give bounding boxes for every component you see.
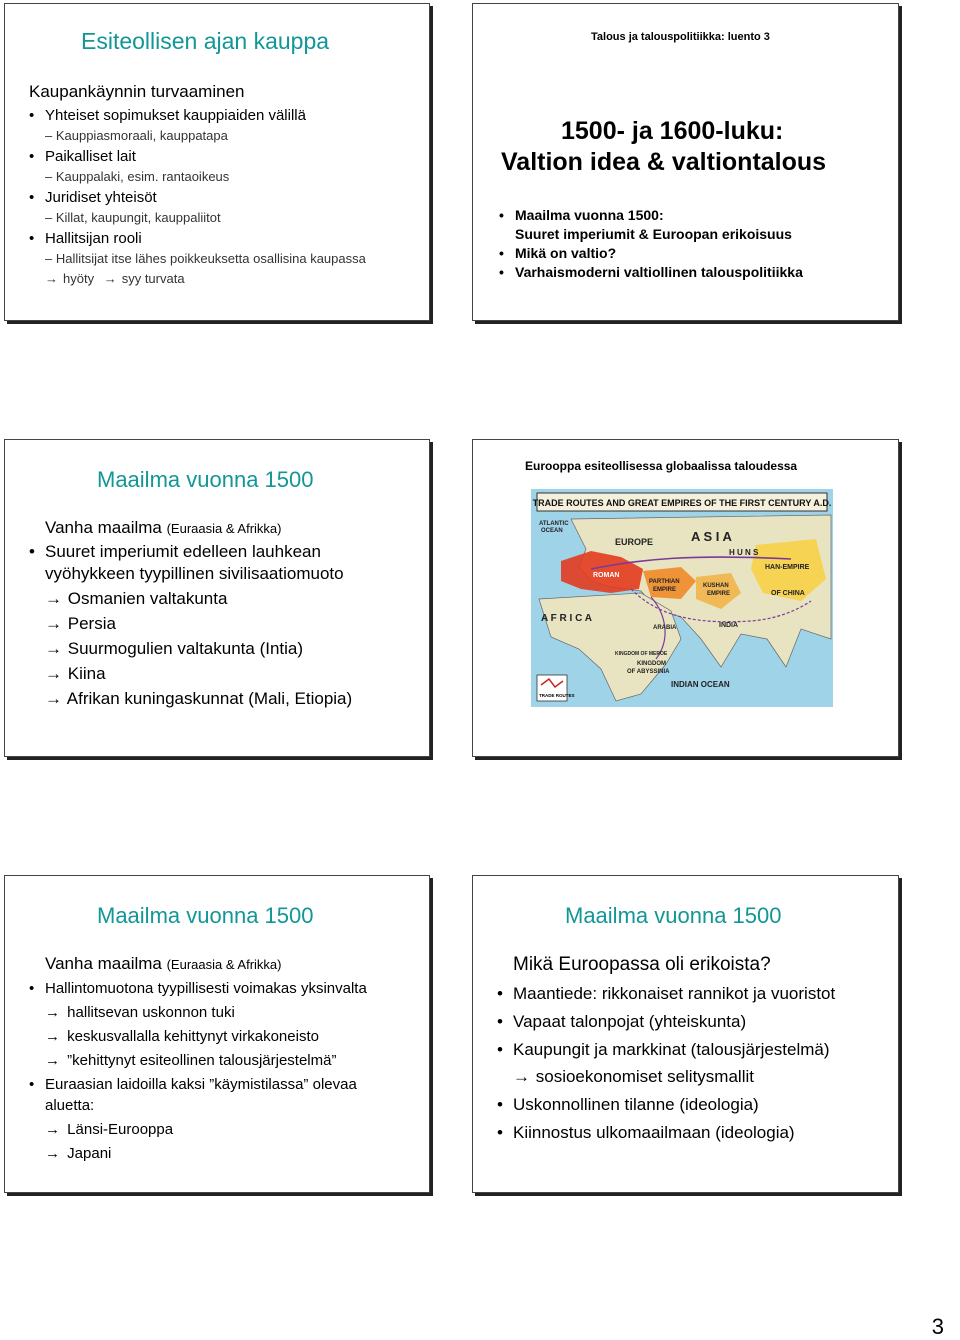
map-label: ARABIA (653, 625, 677, 631)
arrow-icon: → (45, 1004, 60, 1021)
heading-text: Vanha maailma (45, 954, 162, 973)
arrow-icon: → (45, 639, 62, 658)
bullet-item: • Maailma vuonna 1500: (515, 207, 664, 223)
arrow-line (45, 271, 185, 286)
heading-text: Vanha maailma (45, 518, 162, 537)
bullet-item: • Vapaat talonpojat (yhteiskunta) (513, 1012, 746, 1032)
map-label: KUSHAN (703, 583, 729, 589)
map-label: EMPIRE (653, 587, 677, 593)
map-label: INDIA (719, 622, 739, 629)
arrow-item-text: Afrikan kuningaskunnat (Mali, Etiopia) (66, 689, 353, 708)
map-label: A S I A (691, 529, 732, 544)
arrow-icon: → (45, 271, 58, 286)
map-label: EMPIRE (707, 591, 731, 597)
sub-item: – Killat, kaupungit, kauppaliitot (45, 210, 221, 225)
bullet-continuation: Suuret imperiumit & Euroopan erikoisuus (515, 226, 792, 242)
bullet-item: • Hallitsijan rooli (45, 230, 142, 247)
arrow-item (45, 639, 303, 659)
slide-6 (472, 875, 899, 1193)
arrow-item (45, 1004, 235, 1021)
bullet-item: • Varhaismoderni valtiollinen talouspolitiikka (515, 264, 803, 280)
arrow-icon: → (45, 1028, 60, 1045)
slide-2 (472, 3, 899, 321)
slide-5 (4, 875, 430, 1193)
slide-title-line2: Valtion idea & valtiontalous (501, 148, 827, 176)
slide-title: Maailma vuonna 1500 (97, 467, 314, 492)
map-label: INDIAN OCEAN (671, 680, 730, 689)
arrow-icon: → (45, 689, 62, 708)
arrow-item-text: hallitsevan uskonnon tuki (67, 1004, 235, 1021)
page-number: 3 (931, 1314, 944, 1339)
map-label: H U N S (729, 548, 759, 557)
sub-item: – Kauppiasmoraali, kauppatapa (45, 128, 228, 143)
arrow-item (45, 1145, 111, 1162)
bullet-item: • Paikalliset lait (45, 148, 136, 165)
arrow-icon: → (45, 1145, 60, 1162)
arrow-icon: → (513, 1067, 530, 1086)
sub-item: – Hallitsijat itse lähes poikkeuksetta osallisina kaupassa (45, 251, 366, 266)
arrow-icon: → (45, 589, 62, 608)
slide-heading: Kaupankäynnin turvaaminen (29, 82, 245, 101)
map-label: PARTHIAN (649, 579, 680, 585)
slide-title: Eurooppa esiteollisessa globaalissa taloudessa (525, 459, 798, 473)
slide-heading (45, 518, 281, 538)
arrow-item-text: Persia (67, 614, 116, 633)
arrow-icon: → (103, 271, 117, 286)
arrow-item-text: ”kehittynyt esiteollinen talousjärjestelmä” (67, 1052, 337, 1069)
bullet-item: • Juridiset yhteisöt (45, 189, 157, 206)
sub-item: – Kauppalaki, esim. rantaoikeus (45, 169, 230, 184)
bullet-item: • Uskonnollinen tilanne (ideologia) (513, 1095, 759, 1115)
bullet-continuation: vyöhykkeen tyypillinen sivilisaatiomuoto (45, 564, 344, 583)
bullet-item: • Euraasian laidoilla kaksi ”käymistilassa” olevaa (45, 1076, 357, 1093)
sub-item-text: Killat, kaupungit, kauppaliitot (55, 210, 221, 225)
map-label: HAN-EMPIRE (765, 564, 810, 571)
slide-1 (4, 3, 430, 321)
arrow-item-text: Osmanien valtakunta (67, 589, 228, 608)
heading-small-text: (Euraasia & Afrikka) (166, 957, 282, 972)
map-label: OCEAN (541, 528, 563, 534)
arrow-item (45, 589, 227, 609)
arrow-icon: → (45, 1121, 60, 1138)
map-label: A F R I C A (541, 613, 592, 624)
heading-small-text: (Euraasia & Afrikka) (166, 521, 282, 536)
arrow-item (45, 614, 116, 634)
bullet-continuation: aluetta: (45, 1097, 95, 1114)
bullet-item: • Kaupungit ja markkinat (talousjärjestelmä) (513, 1040, 830, 1060)
map-label: ATLANTIC (539, 521, 569, 527)
arrow-icon: → (45, 664, 62, 683)
sub-item-text: Kauppiasmoraali, kauppatapa (55, 128, 228, 143)
map-banner-text: TRADE ROUTES AND GREAT EMPIRES OF THE FIRST CENTURY A.D. (532, 498, 832, 508)
bullet-item: • Maantiede: rikkonaiset rannikot ja vuoristot (513, 984, 835, 1004)
slide-heading: Mikä Euroopassa oli erikoista? (513, 954, 771, 975)
arrow-item-text: Suurmogulien valtakunta (Intia) (67, 639, 304, 658)
slide-heading (45, 954, 281, 974)
arrow-item-text: Kiina (67, 664, 106, 683)
bullet-item: • Hallintomuotona tyypillisesti voimakas yksinvalta (45, 980, 367, 997)
arrow-icon: → (45, 1052, 60, 1069)
map-label: ROMAN (593, 572, 620, 579)
arrow-text: syy turvata (121, 271, 185, 286)
arrow-icon: → (45, 614, 62, 633)
slide-header: Talous ja talouspolitiikka: luento 3 (591, 31, 770, 43)
map-label: KINGDOM (637, 661, 666, 667)
sub-item-text: Kauppalaki, esim. rantaoikeus (55, 169, 230, 184)
trade-routes-map (531, 489, 833, 707)
arrow-item (45, 689, 352, 709)
slide-title: Esiteollisen ajan kauppa (81, 28, 330, 54)
slide-title: Maailma vuonna 1500 (97, 903, 314, 928)
arrow-item (45, 1121, 173, 1138)
arrow-item (45, 1052, 336, 1069)
arrow-text: hyöty (63, 271, 95, 286)
arrow-item-text: Länsi-Eurooppa (67, 1121, 174, 1138)
arrow-item-text: sosioekonomiset selitysmallit (535, 1067, 754, 1086)
arrow-item-text: Japani (67, 1145, 112, 1162)
map-legend-label: TRADE ROUTES (539, 693, 575, 698)
bullet-item: • Yhteiset sopimukset kauppiaiden välillä (45, 107, 306, 124)
slide-3 (4, 439, 430, 757)
map-label: OF ABYSSINIA (627, 669, 670, 675)
arrow-item-text: keskusvallalla kehittynyt virkakoneisto (67, 1028, 319, 1045)
arrow-item (45, 664, 106, 684)
map-label: KINGDOM OF MEROE (615, 651, 668, 657)
slide-title: Maailma vuonna 1500 (565, 903, 782, 928)
map-label: EUROPE (615, 537, 654, 547)
slide-title-line1: 1500- ja 1600-luku: (561, 117, 784, 145)
map-label: OF CHINA (771, 590, 805, 597)
bullet-item: • Mikä on valtio? (515, 245, 616, 261)
arrow-item (45, 1028, 319, 1045)
arrow-item (513, 1067, 754, 1087)
sub-item-text: Hallitsijat itse lähes poikkeuksetta osallisina kaupassa (55, 251, 366, 266)
bullet-item: • Kiinnostus ulkomaailmaan (ideologia) (513, 1123, 795, 1143)
slide-4 (472, 439, 899, 757)
bullet-item: • Suuret imperiumit edelleen lauhkean (45, 542, 321, 562)
